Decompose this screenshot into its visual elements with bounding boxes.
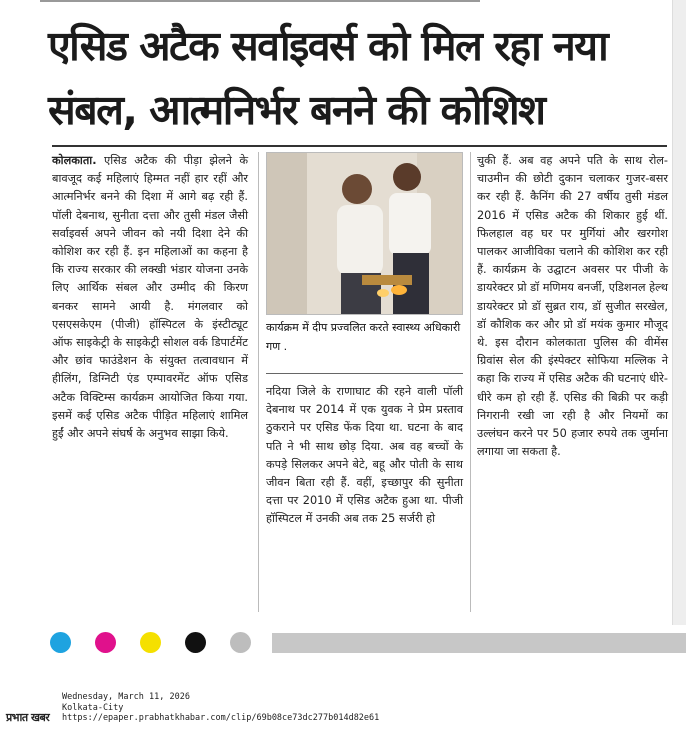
article-text-1: एसिड अटैक की पीड़ा झेलने के बावजूद कई महिलाएं हिम्मत नहीं हार रहीं और आत्मनिर्भर बनने की दिशा में आगे बढ़ रही हैं. पॉली देबनाथ, सुनीता दत्ता और तुसी मंडल जैसी सर्वाइवर्स अपने जीवन को नयी दिशा देने की कोशिश कर रही हैं. इन महिलाओं का कहना है कि राज्य सरकार की लक्खी भंडार योजना उनके लिए आर्थिक संबल और उम्मीद की किरण बनकर सामने आयी है. मंगलवार को एसएसकेएम (पीजी) हॉस्पिटल के इंस्टीट्यूट ऑफ साइकेट्री के साइकेट्री सोशल वर्क डिपार्टमेंट और छांव फाउंडेशन के संयुक्त तत्वावधान में हीलिंग, डिग्निटी एंड एम्पावरमेंट ऑफ एसिड अटैक विक्टिम्स कार्यक्रम आयोजित किया गया. इसमें कई एसिड अटैक पीड़ित महिलाएं शामिल हुईं और अपने संघर्ष के अनुभव साझा किये. [52, 154, 248, 441]
clip-metadata [62, 692, 379, 724]
magenta-swatch [95, 632, 116, 653]
footer [0, 690, 686, 739]
event-photo [266, 152, 463, 315]
top-rule [40, 0, 480, 2]
yellow-swatch [140, 632, 161, 653]
caption-rule [266, 373, 463, 374]
column-divider [470, 152, 471, 612]
column-divider [258, 152, 259, 612]
gray-register-bar [272, 633, 686, 653]
article-column-2 [266, 383, 463, 529]
headline-rule [52, 145, 667, 147]
prabhat-khabar-logo: प्रभात खबर [6, 711, 50, 724]
headline-line-1: एसिड अटैक सर्वाइवर्स को मिल रहा नया [48, 22, 608, 70]
clip-edition: Kolkata-City [62, 702, 124, 713]
article-column-3 [477, 152, 668, 461]
headline-line-2: संबल, आत्मनिर्भर बनने की कोशिश [48, 86, 545, 134]
clip-date: Wednesday, March 11, 2026 [62, 692, 190, 702]
article-text-3: चुकी हैं. अब वह अपने पति के साथ रोल-चाउमीन की छोटी दुकान चलाकर गुजर-बसर कर रही हैं. कैनिंग की 27 वर्षीय तुसी मंडल 2016 में एसिड अटैक की शिकार हुई थीं. फिलहाल वह घर पर मुर्गियां और खरगोश पालकर आजीविका चलाने की कोशिश कर रही हैं. कार्यक्रम के उद्घाटन अवसर पर पीजी के डायरेक्टर प्रो डॉ मणिमय बनर्जी, एडिशनल हेल्थ डायरेक्टर प्रो डॉ सुब्रत राय, डॉ सुजीत सरखेल, डॉ कौशिक कर और प्रो डॉ मयंक कुमार मौजूद थे. इस दौरान कोलकाता पुलिस की वीमेंस ग्रिवांस सेल की इंस्पेक्टर सोफिया मल्लिक ने कहा कि राज्य में एसिड अटैक की घटनाएं धीरे-धीरे कम हो रही हैं. एसिड की बिक्री पर कड़ी निगरानी रखी जा रही है और नियमों का उल्लंघन करने पर 50 हजार रुपये तक जुर्माना लगाया जा सकता है. [477, 154, 668, 459]
adjacent-page-edge [672, 0, 686, 625]
dateline: कोलकाता. [52, 154, 97, 167]
article-column-1 [52, 152, 248, 443]
photo-caption: कार्यक्रम में दीप प्रज्वलित करते स्वास्थ्य अधिकारी गण . [266, 321, 461, 353]
article-text-2: नदिया जिले के राणाघाट की रहने वाली पॉली देबनाथ पर 2014 में एक युवक ने प्रेम प्रस्ताव ठुकराने पर एसिड फेंक दिया था. घटना के बाद पति ने भी साथ छोड़ दिया. अब वह बच्चों के कपड़े सिलकर अपने बेटे, बहू और पोती के साथ जीवन बिता रही हैं. वहीं, इच्छापुर की सुनीता दत्ता पर 2010 में एसिड अटैक हुआ था. पीजी हॉस्पिटल में उनकी अब तक 25 सर्जरी हो [266, 385, 463, 526]
cyan-swatch [50, 632, 71, 653]
clip-url[interactable]: https://epaper.prabhatkhabar.com/clip/69b08ce73dc277b014d82e61 [62, 713, 380, 723]
gray-swatch [230, 632, 251, 653]
photo-illustration [267, 153, 463, 315]
black-swatch [185, 632, 206, 653]
